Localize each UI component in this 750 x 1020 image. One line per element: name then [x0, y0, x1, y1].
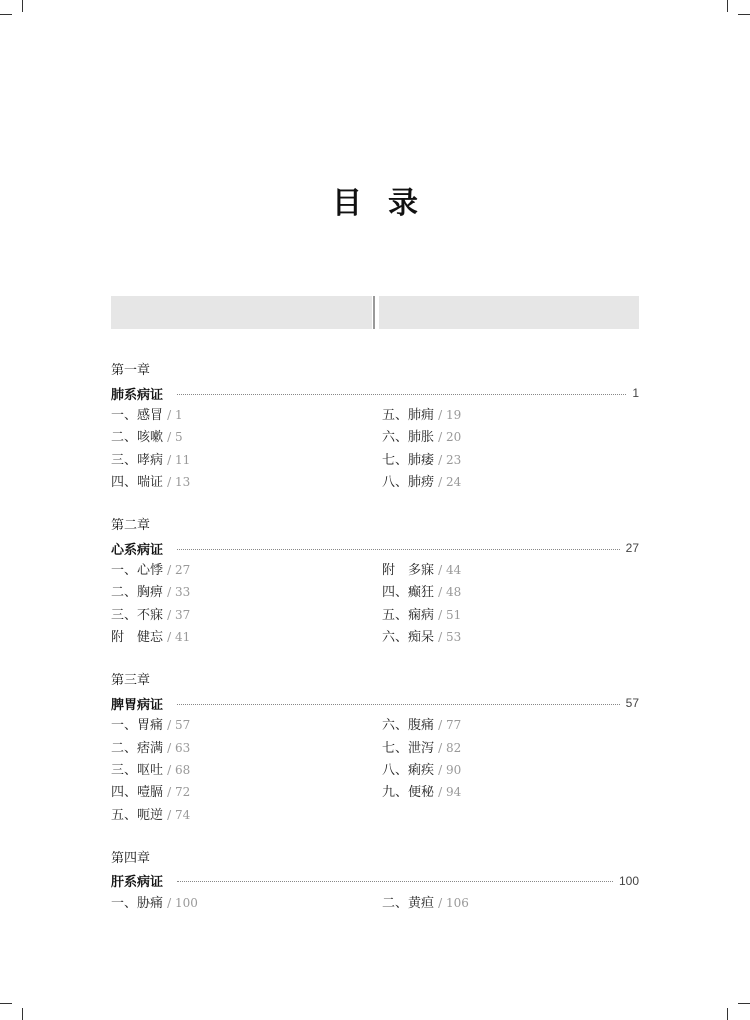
chapter-title-row[interactable]: [111, 692, 639, 714]
entry-title: 五、痫病: [382, 607, 435, 623]
entry-page-number: / 72: [167, 785, 191, 800]
entry-page-number: / 48: [438, 585, 462, 600]
crop-mark-bottom-right: [727, 1008, 728, 1020]
toc-entry[interactable]: [111, 449, 382, 471]
chapter-title: 心系病证: [111, 542, 164, 558]
entry-page-number: / 100: [167, 895, 198, 910]
entry-page-number: / 41: [167, 630, 191, 645]
entry-page-number: / 5: [167, 430, 183, 445]
entry-title: 一、心悸: [111, 563, 164, 579]
entry-title: 三、不寐: [111, 607, 164, 623]
entry-title: 九、便秘: [382, 785, 435, 801]
chapter-title-row[interactable]: [111, 870, 639, 892]
entry-page-number: / 1: [167, 408, 183, 422]
dot-leader: [177, 394, 626, 395]
crop-mark-bottom-left: [0, 1003, 12, 1004]
entry-page-number: / 24: [438, 474, 462, 489]
chapter-label: 第一章: [111, 363, 151, 378]
crop-mark-bottom-left: [22, 1008, 23, 1020]
chapter-title: 肝系病证: [111, 875, 164, 891]
toc-entry[interactable]: [382, 759, 639, 781]
toc-entry[interactable]: [111, 737, 382, 759]
crop-mark-bottom-right: [738, 1003, 750, 1004]
crop-mark-top-right: [738, 14, 750, 15]
chapter-title: 脾胃病证: [111, 697, 164, 713]
entry-title: 四、癫狂: [382, 585, 435, 601]
entry-title: 一、胁痛: [111, 895, 164, 911]
entry-page-number: / 33: [167, 585, 191, 600]
toc-entry[interactable]: [111, 759, 382, 781]
entry-title: 一、感冒: [111, 408, 164, 423]
toc-entry[interactable]: [382, 559, 639, 581]
entry-page-number: / 94: [438, 785, 462, 800]
entry-title: 八、痢疾: [382, 762, 435, 778]
toc-entry[interactable]: [111, 471, 382, 493]
entry-page-number: / 44: [438, 563, 462, 578]
entry-title: 四、噎膈: [111, 785, 164, 801]
entry-list: [111, 714, 639, 825]
entry-title: 二、胸痹: [111, 585, 164, 601]
header-band-left: [111, 296, 372, 329]
entry-title: 六、肺胀: [382, 430, 435, 446]
page-title: 目录: [332, 186, 444, 221]
toc-entry[interactable]: [382, 604, 639, 626]
toc-entry[interactable]: [111, 559, 382, 581]
toc-entry[interactable]: [382, 449, 639, 471]
entry-title: 二、黄疸: [382, 895, 435, 911]
toc-entry[interactable]: [382, 581, 639, 603]
toc-entry[interactable]: [111, 581, 382, 603]
chapter-page-number: 57: [625, 696, 639, 711]
entry-page-number: / 57: [167, 718, 191, 733]
chapter-label: 第三章: [111, 673, 151, 689]
entry-page-number: / 77: [438, 718, 462, 733]
chapter-title-row[interactable]: [111, 382, 639, 404]
crop-mark-top-left: [0, 14, 12, 15]
entry-page-number: / 11: [167, 452, 191, 467]
entry-title: 五、呃逆: [111, 807, 164, 823]
crop-mark-top-right: [727, 0, 728, 12]
chapter-page-number: 100: [618, 873, 639, 888]
entry-title: 六、腹痛: [382, 718, 435, 734]
chapter-section: [111, 848, 639, 914]
toc-entry[interactable]: [382, 626, 639, 648]
entry-title: 五、肺痈: [382, 408, 435, 423]
toc-entry[interactable]: [111, 626, 382, 648]
chapter-page-number: 1: [632, 386, 639, 400]
entry-page-number: / 27: [167, 563, 191, 578]
toc-entry[interactable]: [111, 892, 382, 914]
entry-page-number: / 23: [438, 452, 462, 467]
entry-title: 四、喘证: [111, 474, 164, 490]
entry-title: 二、咳嗽: [111, 430, 164, 446]
header-band-right: [379, 296, 639, 329]
toc-entry[interactable]: [111, 426, 382, 448]
entry-title: 八、肺痨: [382, 474, 435, 490]
dot-leader: [177, 704, 620, 705]
entry-title: 三、呕吐: [111, 762, 164, 778]
dot-leader: [177, 881, 613, 882]
entry-page-number: / 13: [167, 474, 191, 489]
chapter-title: 肺系病证: [111, 387, 164, 403]
entry-page-number: / 37: [167, 607, 191, 622]
entry-title: 附 健忘: [111, 630, 164, 646]
toc-entry[interactable]: [111, 604, 382, 626]
entry-page-number: / 51: [438, 607, 462, 622]
toc-entry[interactable]: [111, 781, 382, 803]
entry-title: 六、痴呆: [382, 630, 435, 646]
entry-page-number: / 68: [167, 762, 191, 777]
entry-page-number: / 20: [438, 430, 462, 445]
empty-cell: [382, 804, 639, 826]
entry-page-number: / 53: [438, 630, 462, 645]
entry-title: 一、胃痛: [111, 718, 164, 734]
toc-entry[interactable]: [111, 714, 382, 736]
entry-page-number: / 106: [438, 895, 469, 910]
toc-entry[interactable]: [382, 781, 639, 803]
entry-title: 附 多寐: [382, 563, 435, 579]
entry-page-number: / 90: [438, 762, 462, 777]
entry-list: [111, 892, 639, 914]
entry-page-number: / 82: [438, 740, 462, 755]
crop-mark-top-left: [22, 0, 23, 12]
entry-title: 三、哮病: [111, 452, 164, 468]
table-of-contents: [111, 360, 639, 936]
entry-list: [111, 559, 639, 648]
chapter-title-row[interactable]: [111, 537, 639, 559]
toc-entry[interactable]: [382, 892, 639, 914]
dot-leader: [177, 549, 620, 550]
chapter-section: [111, 515, 639, 648]
entry-list: [111, 404, 639, 493]
chapter-page-number: 27: [625, 541, 639, 556]
toc-entry[interactable]: [382, 714, 639, 736]
toc-entry[interactable]: [382, 404, 639, 426]
chapter-section: [111, 670, 639, 825]
entry-page-number: / 74: [167, 807, 191, 822]
chapter-section: [111, 360, 639, 493]
header-band-divider: [373, 296, 375, 329]
toc-entry[interactable]: [382, 426, 639, 448]
entry-title: 二、痞满: [111, 740, 164, 756]
toc-entry[interactable]: [382, 471, 639, 493]
entry-page-number: / 63: [167, 740, 191, 755]
toc-entry[interactable]: [111, 804, 382, 826]
toc-entry[interactable]: [111, 404, 382, 426]
toc-entry[interactable]: [382, 737, 639, 759]
entry-title: 七、泄泻: [382, 740, 435, 756]
entry-page-number: / 19: [438, 408, 462, 422]
entry-title: 七、肺痿: [382, 452, 435, 468]
chapter-label: 第四章: [111, 850, 151, 866]
chapter-label: 第二章: [111, 518, 151, 534]
